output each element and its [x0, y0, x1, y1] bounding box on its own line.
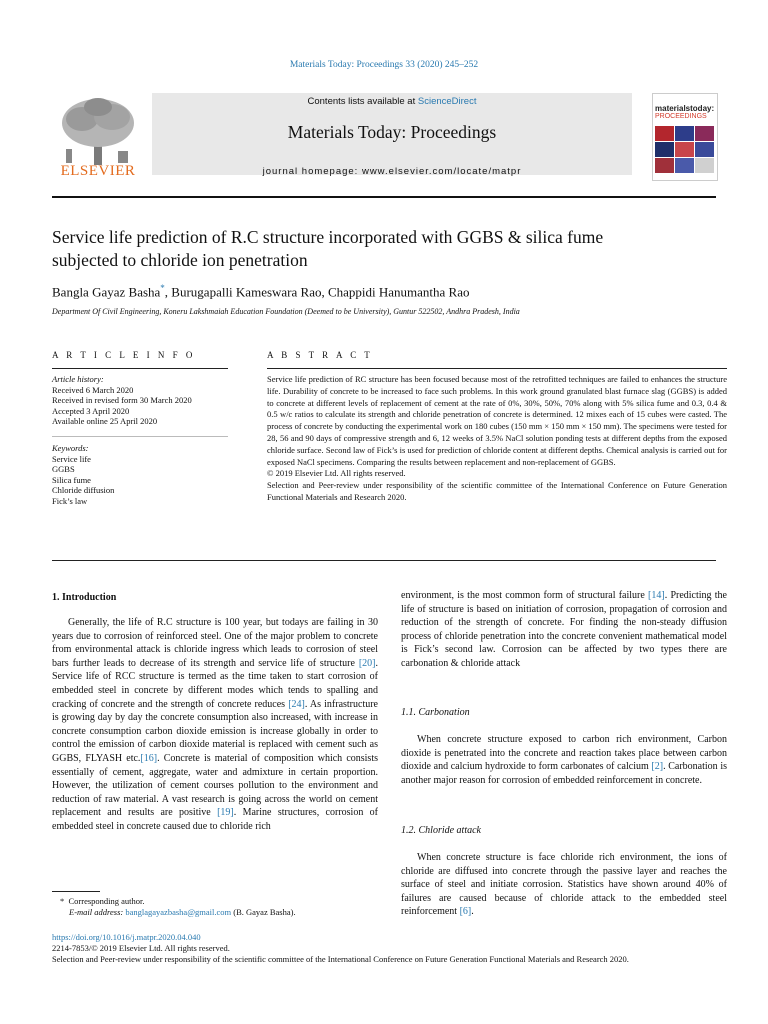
contents-available: Contents lists available at ScienceDirect	[307, 96, 477, 107]
copyright: © 2019 Elsevier Ltd. All rights reserved.	[267, 468, 406, 479]
history-accepted: Accepted 3 April 2020	[52, 405, 130, 416]
journal-header-box	[152, 93, 632, 175]
keywords: Keywords: Service life GGBS Silica fume Chloride diffusion Fick’s law	[52, 443, 228, 507]
issn-copyright: 2214-7853/© 2019 Elsevier Ltd. All rights reserved.	[52, 943, 230, 953]
abstract-rule-bottom	[52, 560, 716, 561]
ref-20[interactable]: [20]	[358, 657, 376, 669]
chloride-paragraph: When concrete structure is face chloride rich environment, the ions of chloride are diffused into concrete through the passive layer and reaches the surface of steel and initiate corrosion. Statistics have shown around 40% of failures are caused because of chloride attack to the embedded steel reinforcement [6].	[401, 852, 727, 918]
ref-6[interactable]: [6]	[459, 906, 472, 918]
sciencedirect-link[interactable]: ScienceDirect	[417, 96, 477, 107]
abstract-rule-top	[267, 368, 727, 369]
history-online: Available online 25 April 2020	[52, 416, 158, 427]
journal-header	[52, 93, 716, 181]
carbonation-paragraph: When concrete structure exposed to carbon rich environment, Carbon dioxide is penetrated into the concrete and reaction takes place between carbon dioxide and calcium hydroxide to form carbonates of calcium [2]. Carbonation is another major reason for corrosion of embedded reinforcement in concrete.	[401, 734, 727, 786]
journal-citation[interactable]: Materials Today: Proceedings 33 (2020) 245–252	[289, 60, 479, 70]
footnote-rule	[52, 891, 100, 892]
elsevier-logo[interactable]	[52, 93, 144, 181]
corresponding-mark[interactable]: *	[160, 283, 165, 293]
article-title: Service life prediction of R.C structure incorporated with GGBS & silica fume subjected to chloride ion penetration	[52, 227, 604, 270]
author-email-link[interactable]: banglagayazbasha@gmail.com	[125, 907, 232, 917]
article-history: Article history: Received 6 March 2020 Received in revised form 30 March 2020 Accepted 3 April 2020 Available online 25 April 2020	[52, 374, 228, 427]
cover-subtitle: PROCEEDINGS	[655, 113, 707, 120]
ref-19[interactable]: [19]	[217, 807, 234, 819]
cover-image-grid	[655, 126, 715, 176]
keyword: Service life	[52, 453, 91, 464]
journal-cover[interactable]	[652, 93, 718, 181]
keywords-rule	[52, 436, 228, 437]
affiliation: Department Of Civil Engineering, Koneru Lakshmaiah Education Foundation (Deemed to be University), Guntur 522502, Andhra Pradesh, India	[52, 307, 520, 316]
ref-24[interactable]: [24]	[288, 698, 305, 710]
cover-title: materialstoday:	[655, 104, 715, 113]
keyword: Silica fume	[52, 474, 91, 485]
footnote-corresponding: * Corresponding author.	[60, 896, 145, 906]
keyword: Chloride diffusion	[52, 485, 115, 496]
journal-homepage[interactable]: journal homepage: www.elsevier.com/locate/matpr	[262, 166, 522, 177]
ref-2[interactable]: [2]	[651, 761, 664, 773]
bottom-review-note: Selection and Peer-review under responsibility of the scientific committee of the International Conference on Future Generation Functional Materials and Research 2020.	[52, 954, 629, 964]
history-received: Received 6 March 2020	[52, 384, 134, 395]
keyword: Fick’s law	[52, 495, 88, 506]
elsevier-wordmark: ELSEVIER	[60, 163, 136, 179]
intro-paragraph-continued: environment, is the most common form of structural failure [14]. Predicting the life of structure is based on initiation of corrosion, propagation of corrosion and reduction of the strength of concrete. For finding the non-steady diffusion process of chloride penetration into the concrete convenient mathematical model is Fick’s second law. Corrosion can be affected by two types there are carbonation & chloride attack	[401, 590, 727, 669]
footnote-email: E-mail address: banglagayazbasha@gmail.com (B. Gayaz Basha).	[69, 907, 296, 917]
abstract-heading: A B S T R A C T	[267, 350, 373, 360]
doi-link[interactable]: https://doi.org/10.1016/j.matpr.2020.04.040	[52, 932, 201, 942]
other-authors: , Burugapalli Kameswara Rao, Chappidi Hanumantha Rao	[164, 284, 470, 300]
journal-name: Materials Today: Proceedings	[287, 122, 497, 142]
article-info-heading: A R T I C L E I N F O	[52, 350, 196, 360]
keyword: GGBS	[52, 464, 75, 475]
history-revised: Received in revised form 30 March 2020	[52, 395, 192, 406]
author-list	[52, 283, 712, 300]
info-rule	[52, 368, 228, 369]
author-1: Bangla Gayaz Basha	[52, 284, 161, 300]
ref-16[interactable]: [16]	[140, 752, 158, 764]
abstract-text: Service life prediction of RC structure has been focused because most of the retrofitted techniques are failed to enhances the structure life. Durability of concrete to be increased to face such problems. In this work ground granulated blast furnace slag (GGBS) is added to concrete at different levels of replacement of cement at the rate of 0%, 30%, 50%, 70% along with 5% silica fume and 0.3, 0.4 & 0.5 w/c ratios to calculate its strength and chloride penetration of concrete is determined. 12 mixes each of 15 cubes were casted. The process of concrete by conducting the experimental work on 180 cubes (150 mm × 150 mm × 150 mm). The specimens were tested for 28, 56 and 90 days of compressive strength and 6, 12 weeks of 3.5% NaCl solution ponding tests at different depths from the exposed chloride surface. Second law of Fick’s is used for prediction of chloride content at different depths. Chemical analysis is carried out for exposed NaCl specimens. Comparing the results between replacement and non-replacement of GGBS. © 2019 Elsevier Ltd. All rights reserved. Selection and Peer-review under responsibility of the scientific committee of the International Conference on Future Generation Functional Materials and Research 2020.	[267, 374, 727, 502]
header-divider	[52, 196, 716, 198]
subsection-heading-chloride: 1.2. Chloride attack	[401, 825, 481, 836]
abstract-review-note: Selection and Peer-review under responsibility of the scientific committee of the International Conference on Future Generation Functional Materials and Research 2020.	[267, 480, 727, 502]
subsection-heading-carbonation: 1.1. Carbonation	[401, 707, 470, 718]
intro-paragraph: Generally, the life of R.C structure is 100 year, but todays are failing in 30 years due to corrosion of reinforced steel. One of the major problem to concrete from environmental attack is chloride ingress which leads to corrosion of steel bars further leads to decrease of its strength and service life of structure [20]. Service life of RCC structure is termed as the time taken to start corrosion of embedded steel in concrete by different modes which tends to spalling and cracking of concrete and the strength of concrete reduces [24]. As infrastructure is growing day by day the concrete consumption also increased, with increase in concrete consumption carbon dioxide emission is increase globally in order to control the emission of carbon dioxide material is replaced with cement such as GGBS, FLYASH etc.[16]. Concrete is material of composition which consists essentially of cement, aggregate, water and admixture in certain proportion. However, the utilization of cement courses pollution to the environment and reduction of raw material. A vast research is going across the world on cement replacement and results are positive [19]. Marine structures, corrosion of embedded steel in concrete caused due to chloride rich	[52, 617, 379, 832]
ref-14[interactable]: [14]	[648, 590, 665, 601]
section-heading-introduction: 1. Introduction	[52, 592, 117, 603]
